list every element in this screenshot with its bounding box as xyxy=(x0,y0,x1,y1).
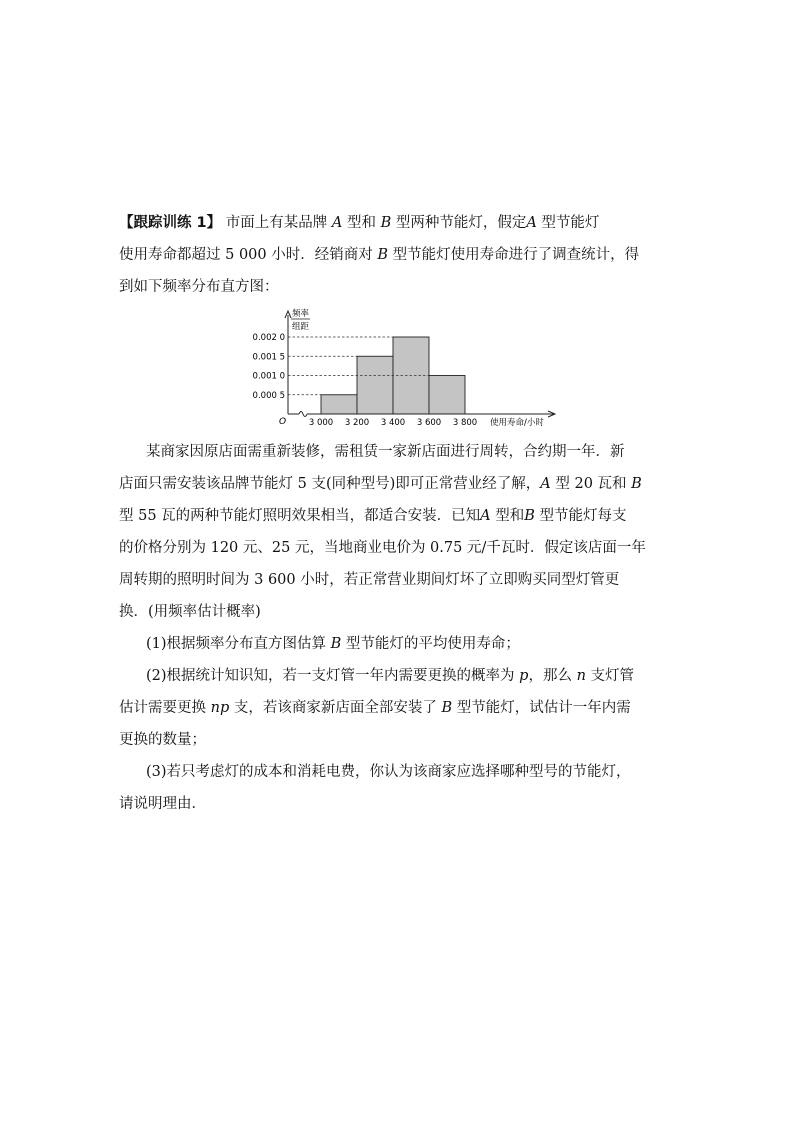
histogram-bar xyxy=(321,395,357,414)
question-2-line-3: 更换的数量； xyxy=(119,732,206,748)
para2-line-4: 的价格分别为 120 元、25 元，当地商业电价为 0.75 元/千瓦时．假定该店面一年 xyxy=(119,540,646,556)
question-1: (1)根据频率分布直方图估算 B 型节能灯的平均使用寿命； xyxy=(146,636,520,652)
intro-line-3: 到如下频率分布直方图： xyxy=(119,279,279,295)
y-tick-label: 0.001 0 xyxy=(252,371,285,382)
histogram-bar xyxy=(429,376,465,415)
x-tick-label: 3 800 xyxy=(452,418,478,428)
question-2-line-2: 估计需要更换 np 支，若该商家新店面全部安装了 B 型节能灯，试估计一年内需 xyxy=(119,700,631,716)
para2-line-1: 某商家因原店面需重新装修，需租赁一家新店面进行周转，合约期一年．新 xyxy=(146,444,625,460)
question-2-line-1: (2)根据统计知识知，若一支灯管一年内需要更换的概率为 p，那么 n 支灯管 xyxy=(146,668,635,684)
intro-line-2: 使用寿命都超过 5 000 小时．经销商对 B 型节能灯使用寿命进行了调查统计，得 xyxy=(119,247,640,263)
x-tick-label: 3 600 xyxy=(416,418,442,428)
exercise-label: 【跟踪训练 1】 xyxy=(119,215,222,231)
question-3-line-1: (3)若只考虑灯的成本和消耗电费，你认为该商家应选择哪种型号的节能灯， xyxy=(146,764,631,780)
para2-line-5: 周转期的照明时间为 3 600 小时，若正常营业期间灯坏了立即购买同型灯管更 xyxy=(119,572,620,588)
histogram-bar xyxy=(357,356,393,414)
x-tick-label: 3 000 xyxy=(308,418,334,428)
x-tick-label: 3 400 xyxy=(380,418,406,428)
y-tick-label: 0.001 5 xyxy=(252,352,285,363)
x-axis-label: 使用寿命/小时 xyxy=(490,418,544,428)
question-3-line-2: 请说明理由． xyxy=(119,796,206,812)
y-axis-label-top: 频率 xyxy=(292,309,310,319)
para2-line-2: 店面只需安装该品牌节能灯 5 支(同种型号)即可正常营业经了解，A 型 20 瓦和 B xyxy=(119,476,642,492)
y-tick-label: 0.000 5 xyxy=(252,390,285,401)
y-axis-label-bottom: 组距 xyxy=(292,322,310,332)
intro-line-1: 【跟踪训练 1】 市面上有某品牌 A 型和 B 型两种节能灯，假定A 型节能灯 xyxy=(119,215,600,231)
origin-label: O xyxy=(279,417,287,427)
para2-line-3: 型 55 瓦的两种节能灯照明效果相当，都适合安装．已知A 型和B 型节能灯每支 xyxy=(119,508,627,524)
para2-line-6: 换．(用频率估计概率) xyxy=(119,604,261,620)
x-tick-label: 3 200 xyxy=(344,418,370,428)
axis-break-symbol xyxy=(299,412,307,417)
frequency-histogram xyxy=(252,306,568,432)
y-tick-label: 0.002 0 xyxy=(252,333,285,343)
